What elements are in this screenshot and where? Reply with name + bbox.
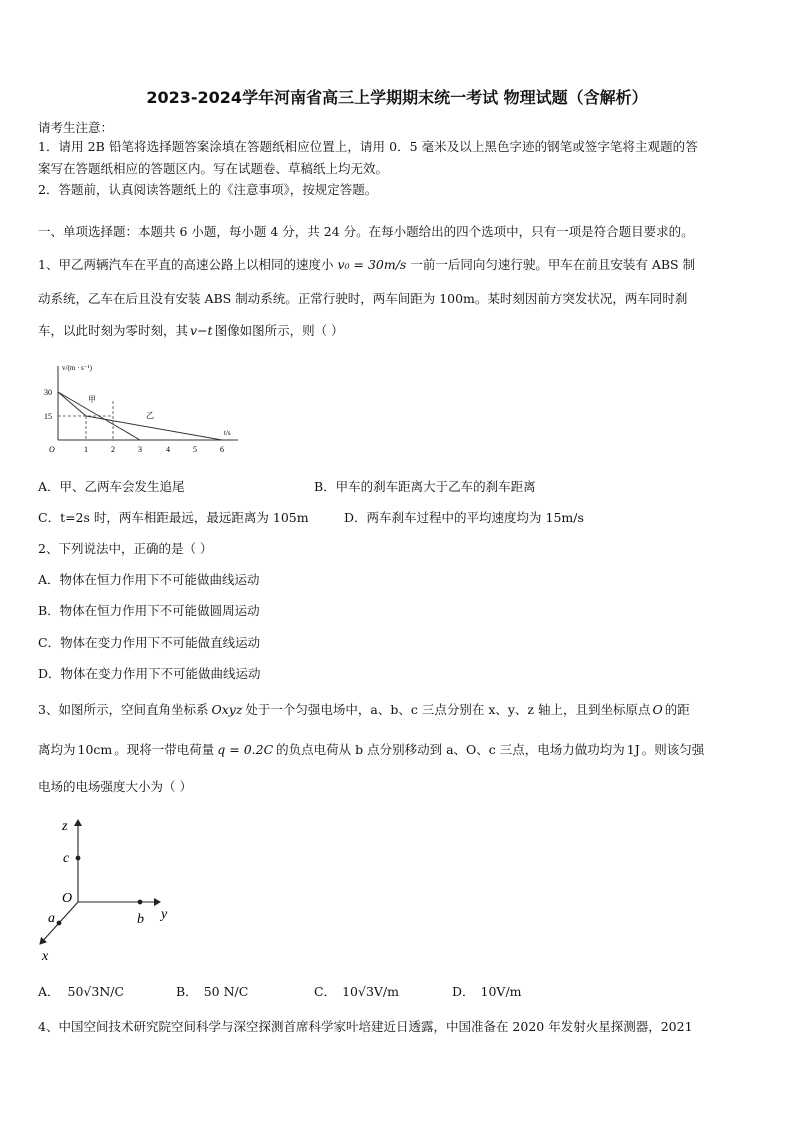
label-c: c (63, 851, 70, 866)
label-b: b (137, 912, 144, 927)
q3-line1 (38, 703, 690, 717)
coordinate-figure (30, 810, 190, 965)
q2-option: B．物体在恒力作用下不可能做圆周运动 (38, 603, 260, 618)
q3-text: 离均为 (38, 742, 76, 757)
q3-option-d (452, 985, 522, 999)
charge-expression: q = 0.2C (217, 742, 274, 757)
page-title: 2023-2024学年河南省高三上学期期末统一考试 物理试题（含解析） (146, 88, 648, 107)
option-value: 50√3N/C (67, 984, 125, 999)
oxyz-symbol: Oxyz (211, 702, 243, 717)
notice-item: 2．答题前，认真阅读答题纸上的《注意事项》，按规定答题。 (38, 182, 378, 197)
q1-text: 车，以此时刻为零时刻，其 (38, 323, 189, 338)
q3-text: 的负点电荷从 b 点分别移动到 a、O、c 三点，电场力做功均为 (276, 742, 625, 757)
vt-expression: v−t (190, 323, 213, 338)
q1-line1 (38, 258, 695, 272)
distance-value: 10cm (77, 742, 113, 757)
graph-y-tick: 15 (44, 412, 52, 421)
q2-stem: 2、下列说法中，正确的是（ ） (38, 541, 213, 556)
graph-x-tick: 6 (220, 445, 224, 454)
option-letter: C． (314, 984, 337, 999)
q3-text: 3、如图所示，空间直角坐标系 (38, 702, 209, 717)
line-yi (58, 392, 222, 440)
point-a (57, 921, 62, 926)
vt-graph (38, 360, 248, 460)
notice-heading: 请考生注意： (38, 120, 114, 135)
q2-option: C．物体在变力作用下不可能做直线运动 (38, 635, 261, 650)
label-x: x (42, 949, 49, 964)
option-value: 50 N/C (203, 984, 249, 999)
graph-x-tick: 3 (138, 445, 142, 454)
q3-option-b (176, 985, 248, 999)
q1-text: 一前一后同向匀速行驶。甲车在前且安装有 ABS 制 (410, 257, 696, 272)
q3-text: 的距 (664, 702, 690, 717)
q3-option-a (38, 985, 124, 999)
option-letter: A． (38, 984, 60, 999)
option-value: 10V/m (480, 984, 522, 999)
section-heading: 一、单项选择题：本题共 6 小题，每小题 4 分，共 24 分。在每小题给出的四个选项中，只有一项是符合题目要求的。 (38, 224, 694, 239)
graph-x-tick: 5 (193, 445, 197, 454)
origin-symbol: O (652, 702, 663, 717)
option-letter: D． (452, 984, 475, 999)
graph-label-jia: 甲 (88, 395, 96, 404)
notice-item: 案写在答题纸相应的答题区内。写在试题卷、草稿纸上均无效。 (38, 161, 389, 176)
q3-option-c (314, 985, 399, 999)
label-y: y (161, 907, 168, 922)
q1-option-c: C．t=2s 时，两车相距最远，最远距离为 105m (38, 510, 309, 525)
graph-label-yi: 乙 (146, 411, 154, 420)
graph-origin: O (49, 445, 55, 454)
point-c (76, 856, 81, 861)
option-value: 10√3V/m (342, 984, 399, 999)
q1-option-b: B．甲车的刹车距离大于乙车的刹车距离 (314, 479, 536, 494)
graph-x-tick: 4 (166, 445, 170, 454)
q1-option-a: A．甲、乙两车会发生追尾 (38, 479, 185, 494)
graph-x-tick: 1 (84, 445, 88, 454)
graph-y-label: v/(m · s⁻¹) (62, 364, 92, 372)
q4-line1: 4、中国空间技术研究院空间科学与深空探测首席科学家叶培建近日透露，中国准备在 2020 年发射火星探测器，2021 (38, 1019, 693, 1034)
q2-option: D．物体在变力作用下不可能做曲线运动 (38, 666, 261, 681)
q3-line3: 电场的电场强度大小为（ ） (38, 779, 192, 794)
label-a: a (48, 911, 55, 926)
q3-text: 处于一个匀强电场中，a、b、c 三点分别在 x、y、z 轴上，且到坐标原点 (245, 702, 651, 717)
q3-text: 。则该匀强 (641, 742, 705, 757)
q2-option: A．物体在恒力作用下不可能做曲线运动 (38, 572, 260, 587)
v0-expression: v₀ = 30m/s (337, 257, 407, 272)
work-value: 1J (626, 742, 640, 757)
q1-line3 (38, 324, 344, 338)
notice-item: 1．请用 2B 铅笔将选择题答案涂填在答题纸相应位置上，请用 0．5 毫米及以上黑色字迹的钢笔或签字笔将主观题的答 (38, 139, 698, 154)
q1-text: 图像如图所示，则（ ） (214, 323, 344, 338)
option-letter: B． (176, 984, 198, 999)
graph-y-tick: 30 (44, 388, 52, 397)
point-b (138, 900, 143, 905)
graph-x-tick: 2 (111, 445, 115, 454)
graph-x-label: t/s (224, 429, 231, 437)
q3-line2 (38, 743, 704, 757)
label-o: O (62, 891, 73, 906)
q1-line2: 动系统，乙车在后且没有安装 ABS 制动系统。正常行驶时，两车间距为 100m。某时刻因前方突发状况，两车同时刹 (38, 291, 688, 306)
q1-text: 1、甲乙两辆汽车在平直的高速公路上以相同的速度小 (38, 257, 334, 272)
q1-option-d: D．两车刹车过程中的平均速度均为 15m/s (344, 510, 584, 525)
q3-text: 。现将一带电荷量 (114, 742, 215, 757)
label-z: z (62, 819, 68, 834)
